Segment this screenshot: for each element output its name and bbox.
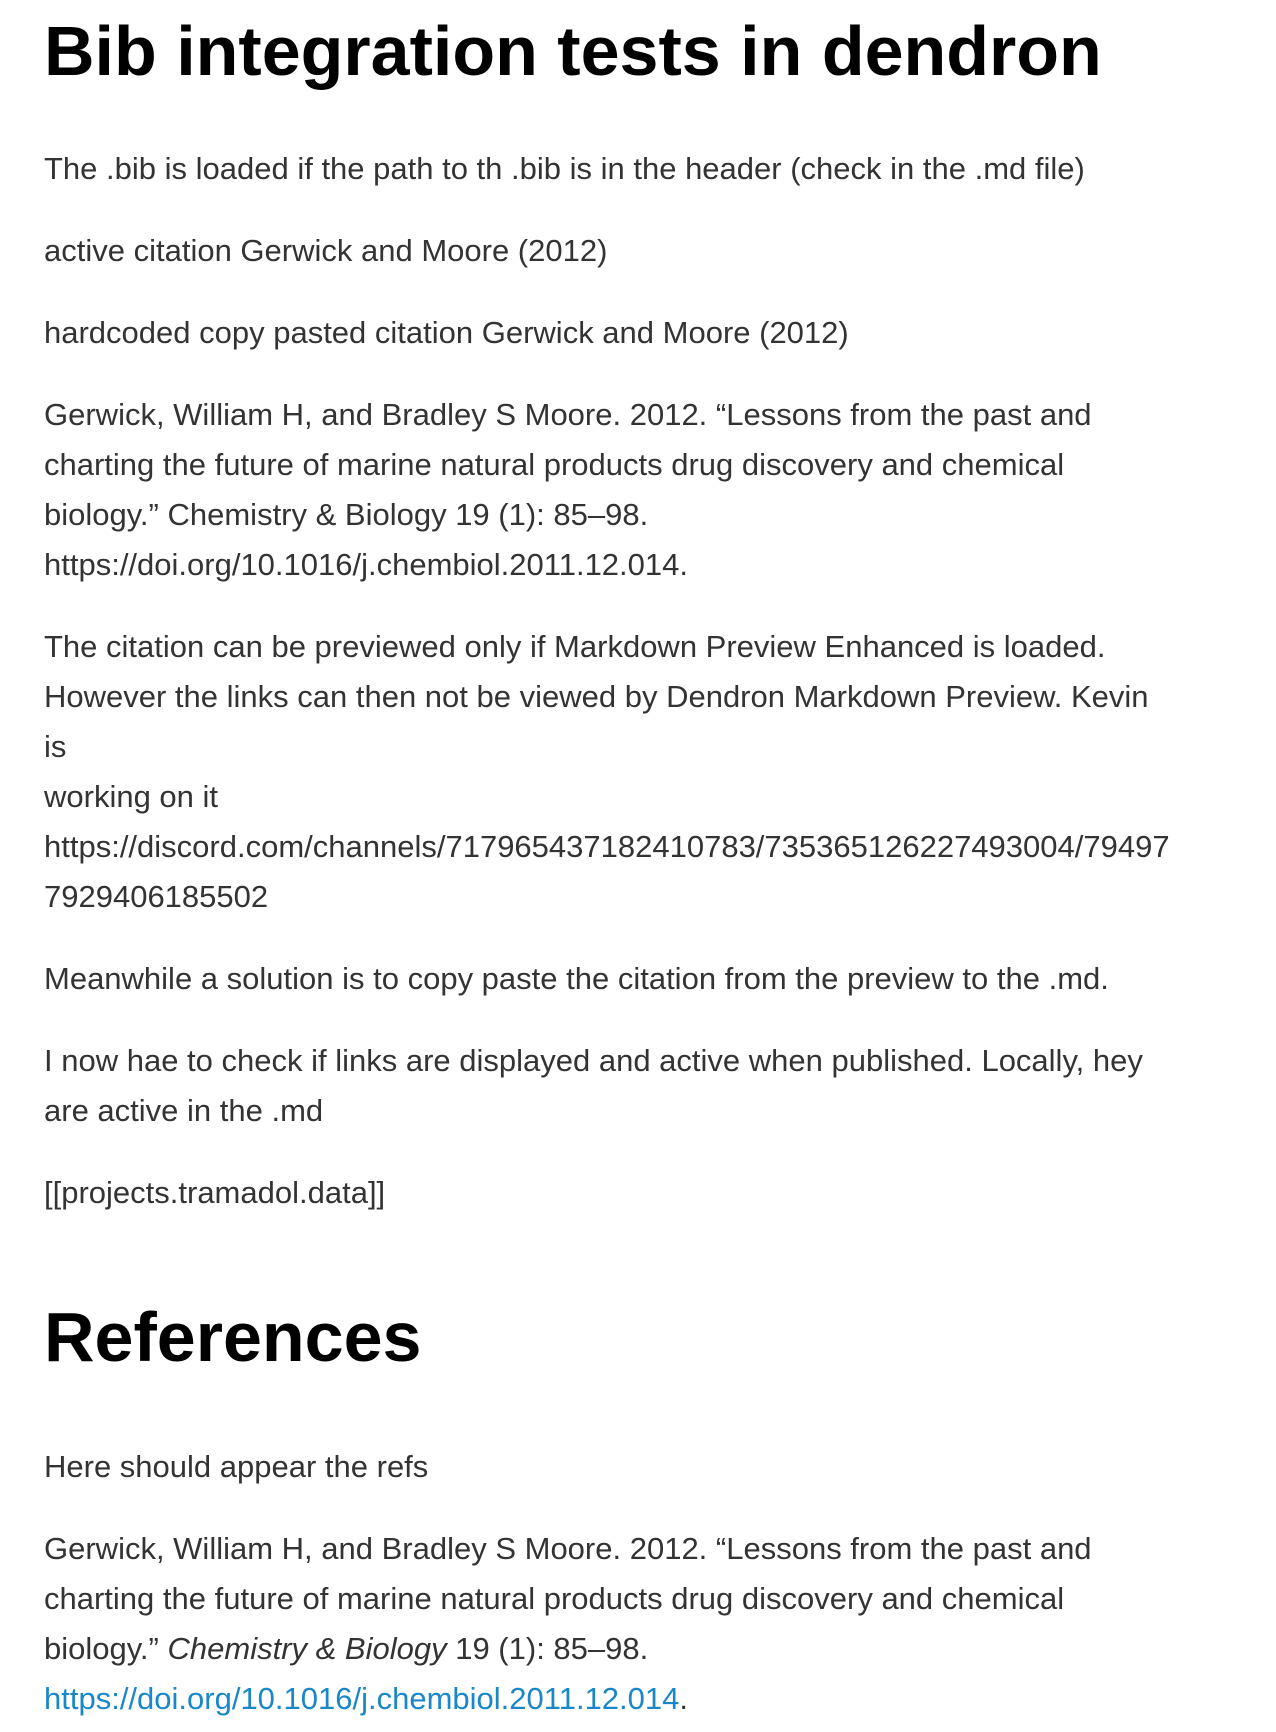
citation-line: biology.” Chemistry & Biology 19 (1): 85–98. bbox=[44, 497, 649, 532]
reference-line: charting the future of marine natural products drug discovery and chemical bbox=[44, 1581, 1065, 1616]
check-line: are active in the .md bbox=[44, 1093, 324, 1128]
paragraph-citation-text bbox=[44, 390, 1176, 590]
discord-url-text: 7929406185502 bbox=[44, 879, 269, 914]
reference-journal: Chemistry & Biology bbox=[167, 1631, 447, 1666]
reference-line-prefix: biology.” bbox=[44, 1631, 168, 1666]
reference-end: . bbox=[679, 1681, 689, 1716]
note-line: working on it bbox=[44, 779, 219, 814]
discord-url-text: https://discord.com/channels/717965437182410783/735365126227493004/79497 bbox=[44, 829, 1170, 864]
reference-doi-link[interactable]: https://doi.org/10.1016/j.chembiol.2011.12.014 bbox=[44, 1681, 680, 1716]
reference-line: Gerwick, William H, and Bradley S Moore. 2012. “Lessons from the past and bbox=[44, 1531, 1092, 1566]
reference-line-suffix: 19 (1): 85–98. bbox=[446, 1631, 649, 1666]
paragraph-hardcoded-citation: hardcoded copy pasted citation Gerwick and Moore (2012) bbox=[44, 315, 849, 350]
paragraph-publish-check bbox=[44, 1036, 1176, 1136]
page-title: Bib integration tests in dendron bbox=[44, 12, 1102, 90]
note-line: However the links can then not be viewed by Dendron Markdown Preview. Kevin is bbox=[44, 679, 1149, 764]
references-heading: References bbox=[44, 1298, 422, 1376]
paragraph-preview-note bbox=[44, 622, 1176, 922]
check-line: I now hae to check if links are displayed and active when published. Locally, hey bbox=[44, 1043, 1143, 1078]
paragraph-bib-loading: The .bib is loaded if the path to th .bib is in the header (check in the .md file) bbox=[44, 151, 1085, 186]
wiki-link-paragraph bbox=[44, 1168, 1176, 1218]
references-intro: Here should appear the refs bbox=[44, 1449, 429, 1484]
citation-line: charting the future of marine natural products drug discovery and chemical bbox=[44, 447, 1065, 482]
reference-entry bbox=[44, 1524, 1176, 1724]
citation-line: Gerwick, William H, and Bradley S Moore. 2012. “Lessons from the past and bbox=[44, 397, 1092, 432]
note-line: The citation can be previewed only if Markdown Preview Enhanced is loaded. bbox=[44, 629, 1106, 664]
paragraph-workaround: Meanwhile a solution is to copy paste the citation from the preview to the .md. bbox=[44, 961, 1109, 996]
wiki-link[interactable]: [[projects.tramadol.data]] bbox=[44, 1175, 386, 1210]
citation-doi-text: https://doi.org/10.1016/j.chembiol.2011.12.014. bbox=[44, 547, 688, 582]
paragraph-active-citation: active citation Gerwick and Moore (2012) bbox=[44, 233, 608, 268]
